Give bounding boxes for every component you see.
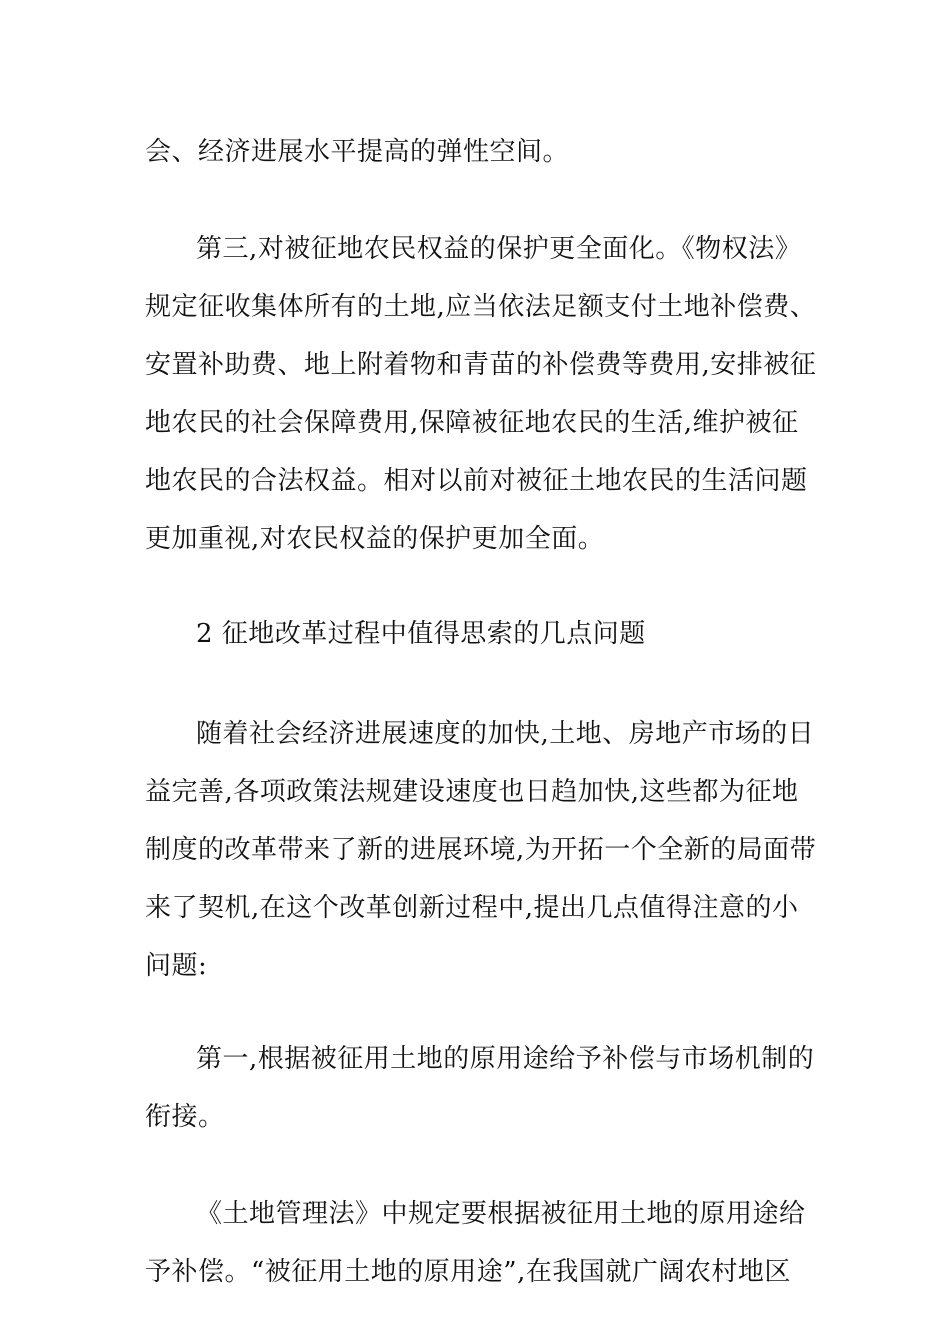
paragraph-line: 制度的改革带来了新的进展环境,为开拓一个全新的局面带 xyxy=(145,835,817,865)
paragraph-line: 第三,对被征地农民权益的保护更全面化。《物权法》 xyxy=(196,234,802,264)
paragraph-line: 益完善,各项政策法规建设速度也日趋加快,这些都为征地 xyxy=(145,777,799,807)
paragraph-line: 予补偿。“被征用土地的原用途”,在我国就广阔农村地区 xyxy=(145,1257,791,1287)
paragraph-line: 地农民的合法权益。相对以前对被征土地农民的生活问题 xyxy=(145,466,808,496)
paragraph-line: 问题: xyxy=(145,951,208,981)
paragraph-line: 地农民的社会保障费用,保障被征地农民的生活,维护被征 xyxy=(145,408,799,438)
paragraph-line: 衔接。 xyxy=(145,1102,225,1132)
paragraph-line: 《土地管理法》中规定要根据被征用土地的原用途给 xyxy=(196,1199,806,1229)
paragraph-line: 更加重视,对农民权益的保护更加全面。 xyxy=(145,524,605,554)
section-heading: 2 征地改革过程中值得思索的几点问题 xyxy=(196,619,646,649)
paragraph-line: 第一,根据被征用土地的原用途给予补偿与市场机制的 xyxy=(196,1044,815,1074)
paragraph-line: 安置补助费、地上附着物和青苗的补偿费等费用,安排被征 xyxy=(145,350,817,380)
paragraph-line: 规定征收集体所有的土地,应当依法足额支付土地补偿费、 xyxy=(145,292,817,322)
paragraph-line: 随着社会经济进展速度的加快,土地、房地产市场的日 xyxy=(196,719,815,749)
paragraph-line: 会、经济进展水平提高的弹性空间。 xyxy=(145,137,570,167)
paragraph-line: 来了契机,在这个改革创新过程中,提出几点值得注意的小 xyxy=(145,893,799,923)
